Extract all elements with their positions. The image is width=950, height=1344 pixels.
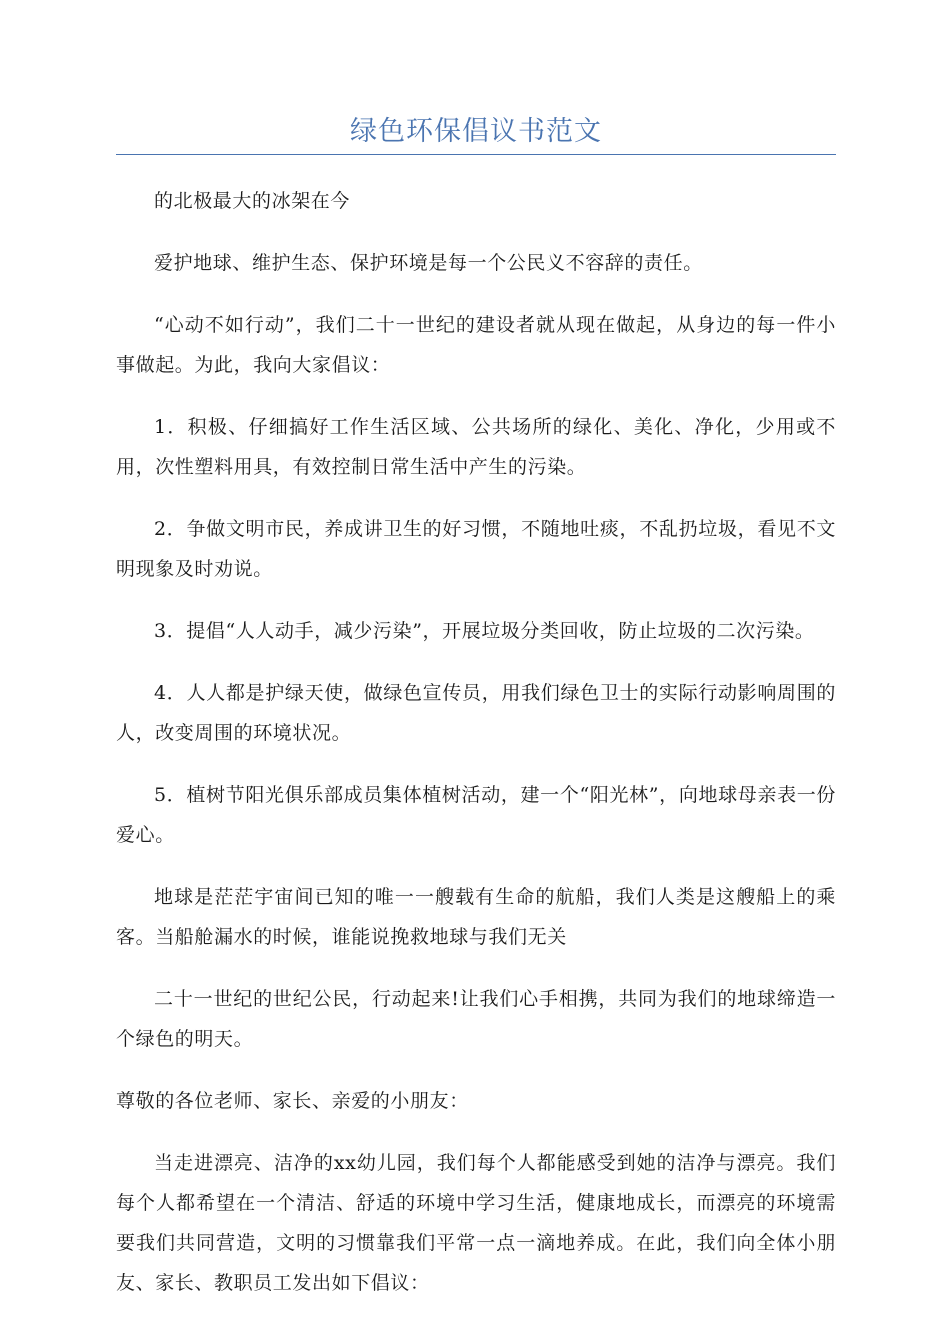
document-page: [116, 0, 836, 1325]
salutation: 尊敬的各位老师、家长、亲爱的小朋友：: [116, 1090, 469, 1112]
paragraph: 爱护地球、维护生态、保护环境是每一个公民义不容辞的责任。: [154, 252, 703, 274]
paragraph: 地球是茫茫宇宙间已知的唯一一艘载有生命的航船，我们人类是这艘船上的乘客。当船舱漏水的时候，谁能说挽救地球与我们无关: [116, 886, 836, 948]
paragraph: “心动不如行动”，我们二十一世纪的建设者就从现在做起，从身边的每一件小事做起。为此，我向大家倡议：: [116, 314, 836, 376]
paragraph: 1．积极、仔细搞好工作生活区域、公共场所的绿化、美化、净化，少用或不用，次性塑料用具，有效控制日常生活中产生的污染。: [116, 416, 836, 478]
paragraph: 5．植树节阳光俱乐部成员集体植树活动，建一个“阳光林”，向地球母亲表一份爱心。: [116, 784, 836, 846]
document-title: 绿色环保倡议书范文: [350, 116, 602, 147]
paragraph: 3．提倡“人人动手，减少污染”，开展垃圾分类回收，防止垃圾的二次污染。: [154, 620, 815, 642]
paragraph: 4．人人都是护绿天使，做绿色宣传员，用我们绿色卫士的实际行动影响周围的人，改变周围的环境状况。: [116, 682, 836, 744]
paragraph: 二十一世纪的世纪公民，行动起来!让我们心手相携，共同为我们的地球缔造一个绿色的明天。: [116, 988, 836, 1050]
paragraph: 当走进漂亮、洁净的xx幼儿园，我们每个人都能感受到她的洁净与漂亮。我们每个人都希望在一个清洁、舒适的环境中学习生活，健康地成长，而漂亮的环境需要我们共同营造，文明的习惯靠我们平常一点一滴地养成。在此，我们向全体小朋友、家长、教职员工发出如下倡议：: [116, 1152, 836, 1294]
paragraph: 2．争做文明市民，养成讲卫生的好习惯，不随地吐痰，不乱扔垃圾，看见不文明现象及时劝说。: [116, 518, 836, 580]
title-underline: [116, 154, 836, 155]
paragraph: 的北极最大的冰架在今: [154, 190, 351, 212]
